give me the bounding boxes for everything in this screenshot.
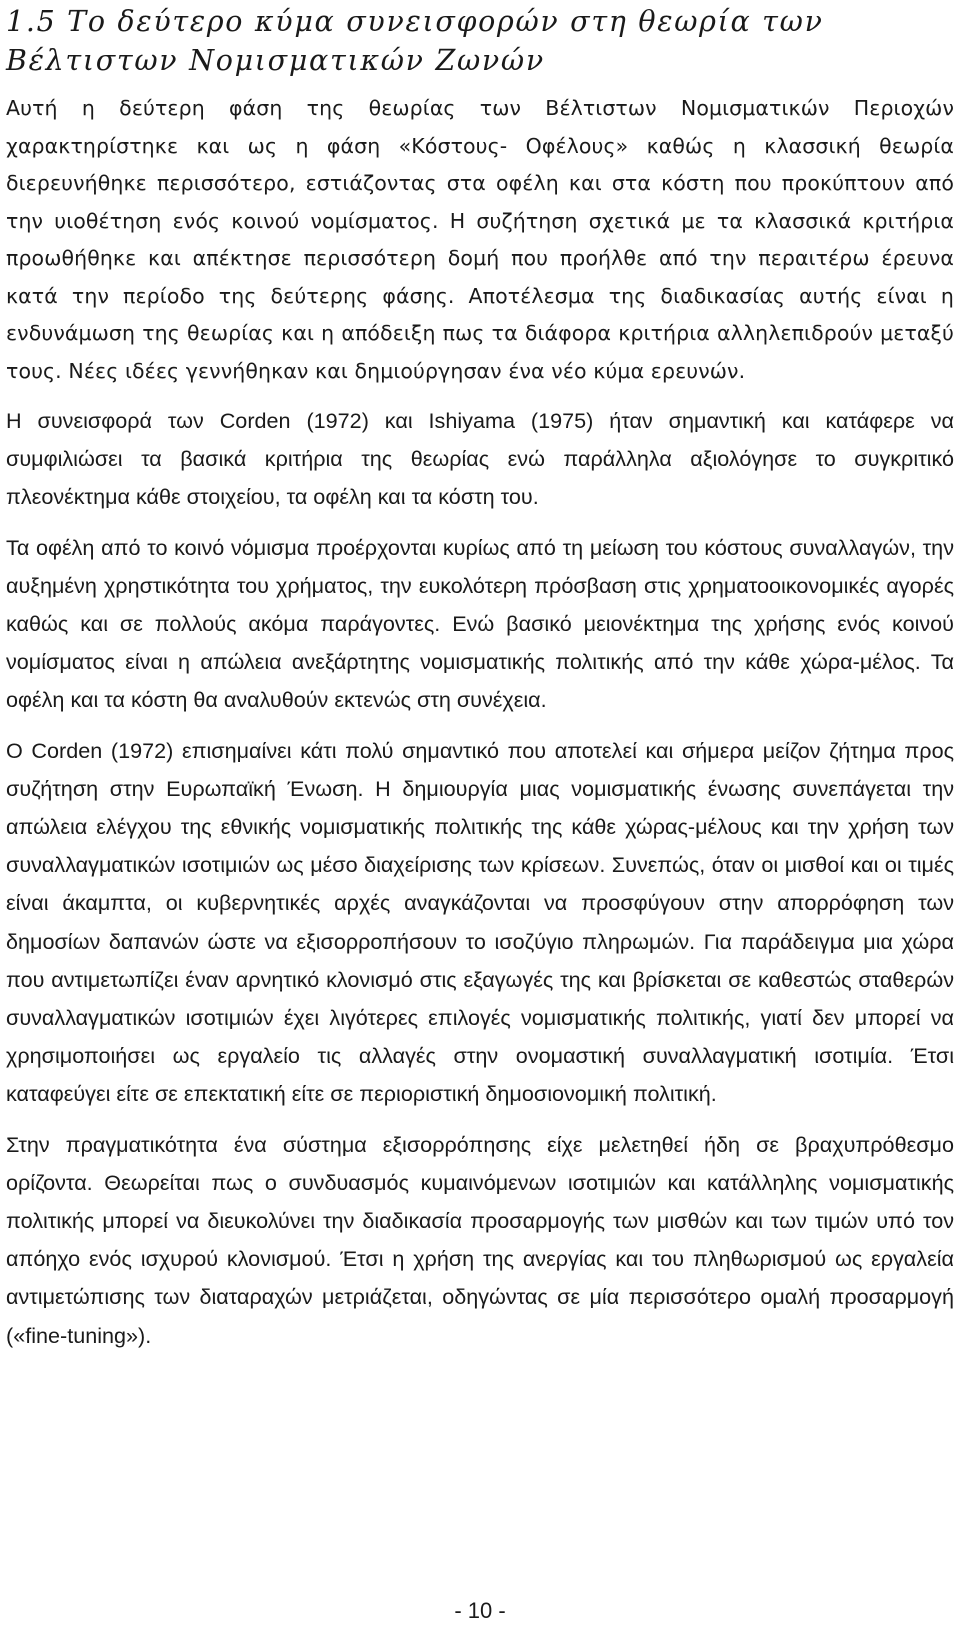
- paragraph-adjustment: Στην πραγματικότητα ένα σύστημα εξισορρόπησης είχε μελετηθεί ήδη σε βραχυπρόθεσμο ορίζοντα. Θεωρείται πως ο συνδυασμός κυμαινόμενων ισοτιμιών και κατάλληλης νομισματικής πολιτικής μπορεί να διευκολύνει την διαδικασία προσαρμογής των μισθών και των τιμών υπό τον απόηχο ενός ισχυρού κλονισμού. Έτσι η χρήση της ανεργίας και του πληθωρισμού ως εργαλεία αντιμετώπισης των διαταραχών μετριάζεται, οδηγώντας σε μία περισσότερο ομαλή προσαρμογή («fine-tuning»).: [6, 1131, 954, 1348]
- paragraph-corden-ishiyama: Η συνεισφορά των Corden (1972) και Ishiyama (1975) ήταν σημαντική και κατάφερε να συμφιλιώσει τα βασικά κριτήρια της θεωρίας ενώ παράλληλα αξιολόγησε το συγκριτικό πλεονέκτημα κάθε στοιχείου, τα οφέλη και τα κόστη του.: [6, 408, 954, 510]
- section-heading: 1.5 Το δεύτερο κύμα συνεισφορών στη θεωρία των Βέλτιστων Νομισματικών Ζωνών: [6, 5, 824, 77]
- paragraph-benefits-costs: Τα οφέλη από το κοινό νόμισμα προέρχονται κυρίως από τη μείωση του κόστους συναλλαγών, την αυξημένη χρηστικότητα του χρήματος, την ευκολότερη πρόσβαση στις χρηματοοικονομικές αγορές καθώς και σε πολλούς ακόμα παράγοντες. Ενώ βασικό μειονέκτημα της χρήσης ενός κοινού νομίσματος είναι η απώλεια ανεξάρτητης νομισματικής πολιτικής από την κάθε χώρα-μέλος. Τα οφέλη και τα κόστη θα αναλυθούν εκτενώς στη συνέχεια.: [6, 534, 954, 713]
- page-number: - 10 -: [454, 1598, 506, 1623]
- paragraph-intro: Αυτή η δεύτερη φάση της θεωρίας των Βέλτιστων Νομισματικών Περιοχών χαρακτηρίστηκε και ως η φάση «Κόστους- Οφέλους» καθώς η κλασσική θεωρία διερευνήθηκε περισσότερο, εστιάζοντας στα οφέλη και στα κόστη που προκύπτουν από την υιοθέτηση ενός κοινού νομίσματος. Η συζήτηση σχετικά με τα κλασσικά κριτήρια προωθήθηκε και απέκτησε περισσότερη δομή που προήλθε από την περαιτέρω έρευνα κατά την περίοδο της δεύτερης φάσης. Αποτέλεσμα της διαδικασίας αυτής είναι η ενδυνάμωση της θεωρίας και η απόδειξη πως τα διάφορα κριτήρια αλληλεπιδρούν μεταξύ τους. Νέες ιδέες γεννήθηκαν και δημιούργησαν ένα νέο κύμα ερευνών.: [6, 96, 954, 383]
- paragraph-corden-1972: Ο Corden (1972) επισημαίνει κάτι πολύ σημαντικό που αποτελεί και σήμερα μείζον ζήτημα προς συζήτηση στην Ευρωπαϊκή Ένωση. Η δημιουργία μιας νομισματικής ένωσης συνεπάγεται την απώλεια ελέγχου της εθνικής νομισματικής πολιτικής της κάθε χώρας-μέλους και την χρήση των συναλλαγματικών ισοτιμιών ως μέσο διαχείρισης των κρίσεων. Συνεπώς, όταν οι μισθοί και οι τιμές είναι άκαμπτα, οι κυβερνητικές αρχές αναγκάζονται να προσφύγουν στην απορρόφηση των δημοσίων δαπανών ώστε να εξισορροπήσουν το ισοζύγιο πληρωμών. Για παράδειγμα μια χώρα που αντιμετωπίζει έναν αρνητικό κλονισμό στις εξαγωγές της και βρίσκεται σε καθεστώς σταθερών συναλλαγματικών ισοτιμιών έχει λιγότερες επιλογές νομισματικής πολιτικής, γιατί δεν μπορεί να χρησιμοποιήσει ως εργαλείο τις αλλαγές στην ονομαστική συναλλαγματική ισοτιμία. Έτσι καταφεύγει είτε σε επεκτατική είτε σε περιοριστική δημοσιονομική πολιτική.: [6, 737, 954, 1107]
